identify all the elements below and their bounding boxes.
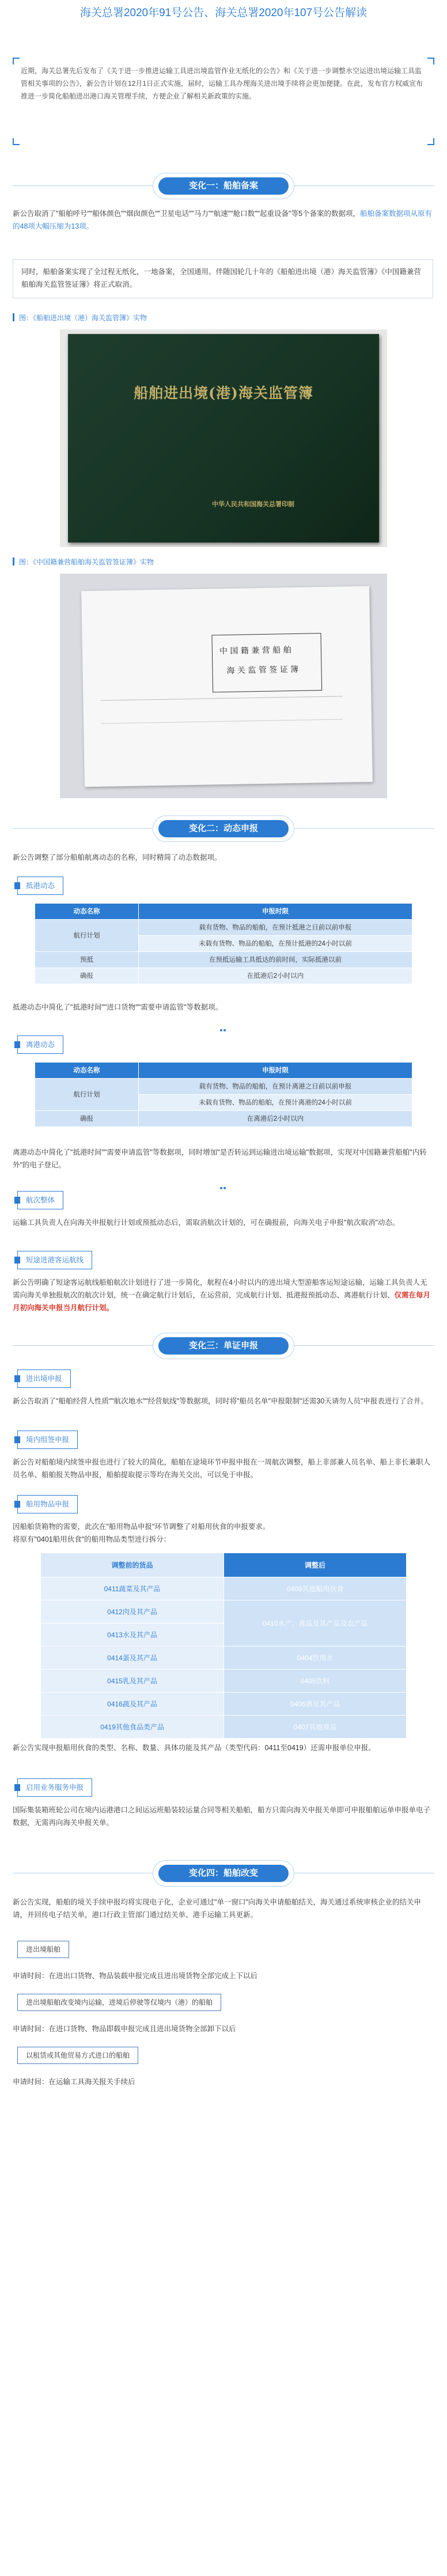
s2-paragraph-2: 抵港动态中简化了"抵港时间""进口货物""需要申请监管"等数据项。 [13, 1003, 223, 1011]
visa-book-title-2: 海 关 监 管 签 证 簿 [226, 665, 299, 676]
page-title: 海关总署2020年91号公告、海关总署2020年107号公告解读 [79, 7, 368, 19]
table-cell: 航行计划 [35, 920, 139, 952]
section-1-header [0, 173, 447, 199]
table-cell: 0404饮用水 [224, 1646, 407, 1670]
s2-p5-text: 新公告明确了短途客运航线船舶航次计划进行了进一步简化，航程在4小时以内的进出境大型游船客运短途运输，运输工具负责人无需向海关单独报航次的航次计划，统一在确定航行计划后，在运营前，完成航行计划、抵港报预抵动态、离港航行计划、 [13, 1278, 427, 1299]
divider-dots [219, 1181, 228, 1184]
s4-paragraph-1: 新公告实现，船舶的境关手续申报均将实现电子化，企业可通过"单一窗口"向海关申请船舶结关，海关通过系统审核企业的结关申请，并回传电子结关单，港口行政主管部门通过结关单、港手运输工具更新。 [13, 1898, 421, 1919]
tag-leased-vessel: 以租赁或其他贸易方式进口的船舶 [17, 2047, 138, 2064]
s1-p1-text: 新公告取消了"船舶呼号""船体颜色""烟囱颜色""卫星电话""马力""航速""舱口数""起重设备"等5个备案的数据项， [13, 210, 360, 218]
table-cell: 载有货物、物品的船舶，在预计离港之日前以前申报 [139, 1079, 412, 1095]
s1-p1-highlight: 船舶备案数据项从原有的48项大幅压缩为13项。 [13, 210, 432, 230]
section-3-title: 变化三：单证申报 [158, 1337, 289, 1355]
s3-paragraph-5: 新公告实现申报船用伙食的类型、名称、数量、具体功能及其产品（类型代码：0411至0419）还需申报单位申报。 [13, 1744, 376, 1752]
section-2-title: 变化二：动态申报 [158, 820, 289, 837]
table-header: 动态名称 [35, 1063, 139, 1079]
s3-paragraph-3: 因船舶货箱物的需要，此次在"船用物品申报"环节调整了对船用伙食的申报要求。 [13, 1523, 270, 1531]
table-cell: 0416蔬及其产品 [41, 1693, 224, 1716]
section-4-header [0, 1860, 447, 1887]
departure-table [35, 1062, 412, 1127]
caption-1-text: 图：《船舶进出境（港）海关监管簿》实物 [19, 314, 147, 322]
table-cell: 0411蔬菜及其产品 [41, 1577, 224, 1600]
table-header: 调整后 [224, 1553, 407, 1577]
s2-paragraph-5 [13, 1276, 433, 1314]
caption-2-text: 图：《中国籍兼营船舶海关监管签证簿》实物 [19, 558, 154, 566]
s2-p5-highlight: 仅需在每月月初向海关申报当月航行计划。 [13, 1291, 431, 1312]
table-cell: 在预抵运输工具抵达的前时间，实际抵港以前 [139, 952, 412, 968]
table-cell: 预抵 [35, 952, 139, 968]
arrival-table [35, 903, 412, 984]
s3-paragraph-4: 将原有"0401船用伙食"的船用物品类型进行拆分： [13, 1535, 171, 1543]
table-cell: 0410水产、食品及其产品及农产品 [224, 1600, 407, 1646]
table-cell: 0407其他食品 [224, 1716, 407, 1739]
table-cell: 0414蛋及其产品 [41, 1646, 224, 1670]
section-3-header [0, 1333, 447, 1359]
table-header: 动态名称 [35, 904, 139, 920]
s4-line-2: 申请时间：在进口货物、物品即载申报完成且进出境货物全部卸下以后 [13, 2025, 236, 2033]
s2-paragraph-4: 运输工具负责人在向海关申报航行计划或预抵动态后，需取消航次计划的，可在确报前，向海关电子申报"航次取消"动态。 [13, 1219, 400, 1227]
tag-short-route: 短途进港客运航线 [17, 1251, 92, 1269]
table-cell: 0412肉及其产品 [41, 1600, 224, 1623]
tag-service: 启用业务服务申报 [17, 1778, 92, 1797]
tag-voyage: 航次整体 [17, 1191, 63, 1209]
tag-entry-exit-vessel: 进出境船舶 [17, 1941, 69, 1958]
s1-boxed-paragraph: 同时，船舶备案实现了全过程无纸化，一地备案，全国通用。伴随国轮几十年的《船舶进出境（港）海关监管簿》《中国籍兼营船舶海关监管签证簿》将正式取消。 [13, 259, 433, 298]
tag-domestic-change: 进出境船舶改变境内运输，进境后停驶等仅境内（港）的船舶 [17, 1994, 221, 2011]
table-cell: 0419其他食品类产品 [41, 1716, 224, 1739]
table-header: 申报时限 [139, 904, 412, 920]
intro-text: 近期，海关总署先后发布了《关于进一步推进运输工具进出境监管作业无纸化的公告》和《关于进一步调整水空运进出境运输工具监管相关事项的公告》，新公告计划在12月1日正式实施，届时，运输工具办理海关进出境手续将会更加便捷。在此，发布官方权威宣布推进一步简化船舶进出港口海关管理手续，方便企业了解相关新政策的实施。 [21, 67, 423, 100]
table-cell: 载有货物、物品的船舶，在预计抵港之日前以前申报 [139, 920, 412, 936]
logbook-title: 船舶进出境(港)海关监管簿 [134, 385, 313, 401]
table-header: 申报时限 [139, 1063, 412, 1079]
tag-supplies: 船用物品申报 [17, 1495, 78, 1513]
table-cell: 0409其他船用伙食 [224, 1577, 407, 1600]
s4-line-3: 申请时间：在运输工具海关报关手续后 [13, 2078, 135, 2086]
section-2-header [0, 815, 447, 842]
figure-caption-2 [13, 555, 154, 569]
table-cell: 未载有货物、物品的船舶，在预计离港的24小时以前 [139, 1095, 412, 1111]
logbook-issuer: 中华人民共和国海关总署印制 [212, 500, 294, 508]
table-cell: 0405饮料 [224, 1670, 407, 1693]
section-1-title: 变化一：船舶备案 [158, 177, 289, 195]
tag-arrival: 抵港动态 [17, 877, 63, 895]
tag-departure: 离港动态 [17, 1035, 63, 1054]
table-header: 调整前的货品 [41, 1553, 224, 1577]
table-cell: 航行计划 [35, 1079, 139, 1111]
s3-paragraph-1: 新公告取消了"船舶经营人性质""航次地水""经营航线"等数据项，同时将"船员名单"申报限制"还需30天请勿人员"申报表进行了合并。 [13, 1397, 428, 1405]
s2-paragraph-1: 新公告调整了部分船舶航离动态的名称，同时精简了动态数据项。 [13, 853, 222, 862]
divider-dots [219, 1023, 228, 1026]
visa-book-photo [60, 574, 387, 798]
table-cell: 0413水及其产品 [41, 1623, 224, 1646]
s1-paragraph-1 [13, 207, 433, 233]
visa-book-title-1: 中 国 籍 兼 营 船 舶 [219, 646, 291, 657]
table-cell: 未载有货物、物品的船舶，在预计抵港的24小时以前 [139, 936, 412, 952]
table-cell: 确报 [35, 968, 139, 984]
section-4-title: 变化四：船舶改变 [158, 1865, 289, 1882]
figure-caption-1 [13, 311, 147, 325]
s3-paragraph-6: 国际集装箱班轮公司在境内运港港口之间运运班船装较运量合同等相关船舶，船方只需向海关申报关单即可申报船舶运单申报单电子数据，无需再向海关申报关单。 [13, 1806, 431, 1827]
customs-logbook-photo [60, 329, 387, 547]
supplies-table [40, 1553, 407, 1739]
s4-line-1: 申请时间：在进出口货物、物品装载申报完成且进出境货物全部完成上下以后 [13, 1972, 258, 1980]
table-cell: 0415乳及其产品 [41, 1670, 224, 1693]
table-cell: 在离港后2小时以内 [139, 1111, 412, 1127]
tag-entry-exit: 进出境申报 [17, 1369, 71, 1388]
table-cell: 0406酒及其产品 [224, 1693, 407, 1716]
s3-paragraph-2: 新公告对船舶境内续签申报也进行了较大的简化，船舶在途境环节申报申报在一周航次调整，船上非部兼人员名单、船上非长兼职人员名单、船舶报关物品申报，船舶提取提示等均在海关交出，可以免于申报。 [13, 1458, 431, 1479]
table-cell: 在抵港后2小时以内 [139, 968, 412, 984]
s2-paragraph-3: 离港动态中简化了"抵港时间""需要申请监管"等数据项，同时增加"是否转运到运输进出境运输"数据项，实现对中国籍兼营船舶"内转外"的电子登记。 [13, 1148, 427, 1169]
tag-domestic: 境内组签申报 [17, 1431, 78, 1449]
table-cell: 确报 [35, 1111, 139, 1127]
